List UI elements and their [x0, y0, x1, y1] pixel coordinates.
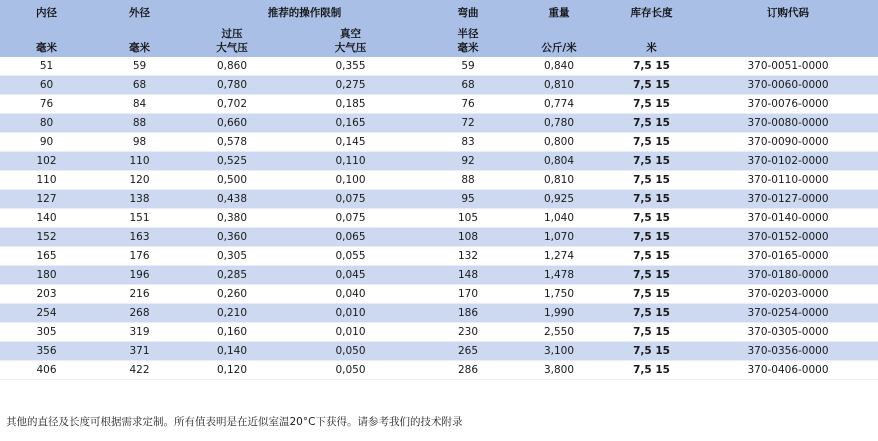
cell-vacuum: 0,010	[278, 323, 423, 342]
cell-order-code: 370-0127-0000	[698, 190, 878, 209]
cell-bend-radius: 88	[423, 171, 513, 190]
cell-vacuum: 0,065	[278, 228, 423, 247]
cell-inner-diameter: 60	[0, 76, 93, 95]
cell-bend-radius: 92	[423, 152, 513, 171]
cell-inner-diameter: 356	[0, 342, 93, 361]
cell-overpressure: 0,525	[186, 152, 278, 171]
table-row	[0, 190, 878, 209]
cell-overpressure: 0,702	[186, 95, 278, 114]
cell-overpressure: 0,140	[186, 342, 278, 361]
cell-bend-radius: 148	[423, 266, 513, 285]
cell-weight: 0,804	[513, 152, 605, 171]
cell-bend-radius: 72	[423, 114, 513, 133]
cell-order-code: 370-0080-0000	[698, 114, 878, 133]
cell-vacuum: 0,110	[278, 152, 423, 171]
cell-bend-radius: 68	[423, 76, 513, 95]
cell-stock-length: 7,5 15	[605, 342, 698, 361]
cell-inner-diameter: 254	[0, 304, 93, 323]
cell-stock-length: 7,5 15	[605, 152, 698, 171]
cell-inner-diameter: 51	[0, 57, 93, 76]
cell-weight: 3,800	[513, 361, 605, 380]
cell-overpressure: 0,285	[186, 266, 278, 285]
cell-inner-diameter: 203	[0, 285, 93, 304]
table-row	[0, 114, 878, 133]
header-bend-radius: 半径	[457, 27, 479, 40]
cell-stock-length: 7,5 15	[605, 285, 698, 304]
cell-bend-radius: 230	[423, 323, 513, 342]
cell-order-code: 370-0152-0000	[698, 228, 878, 247]
header-row-2	[0, 26, 878, 41]
cell-outer-diameter: 422	[93, 361, 186, 380]
cell-order-code: 370-0102-0000	[698, 152, 878, 171]
cell-inner-diameter: 127	[0, 190, 93, 209]
cell-weight: 1,040	[513, 209, 605, 228]
unit-outer-diameter: 毫米	[129, 42, 150, 54]
header-units-row	[0, 41, 878, 57]
cell-overpressure: 0,780	[186, 76, 278, 95]
cell-vacuum: 0,185	[278, 95, 423, 114]
cell-order-code: 370-0165-0000	[698, 247, 878, 266]
header-weight: 重量	[548, 7, 570, 19]
cell-order-code: 370-0060-0000	[698, 76, 878, 95]
table-header	[0, 0, 878, 57]
cell-weight: 1,478	[513, 266, 605, 285]
table-row	[0, 95, 878, 114]
cell-weight: 0,800	[513, 133, 605, 152]
cell-inner-diameter: 406	[0, 361, 93, 380]
cell-outer-diameter: 371	[93, 342, 186, 361]
cell-stock-length: 7,5 15	[605, 171, 698, 190]
cell-overpressure: 0,305	[186, 247, 278, 266]
cell-overpressure: 0,260	[186, 285, 278, 304]
cell-vacuum: 0,275	[278, 76, 423, 95]
cell-stock-length: 7,5 15	[605, 133, 698, 152]
cell-weight: 0,780	[513, 114, 605, 133]
cell-weight: 0,810	[513, 76, 605, 95]
cell-overpressure: 0,660	[186, 114, 278, 133]
header-bend: 弯曲	[457, 7, 479, 19]
table-row	[0, 209, 878, 228]
cell-order-code: 370-0140-0000	[698, 209, 878, 228]
cell-weight: 1,274	[513, 247, 605, 266]
table-row	[0, 76, 878, 95]
cell-weight: 0,925	[513, 190, 605, 209]
table-row	[0, 133, 878, 152]
cell-vacuum: 0,010	[278, 304, 423, 323]
cell-bend-radius: 170	[423, 285, 513, 304]
cell-vacuum: 0,050	[278, 361, 423, 380]
cell-inner-diameter: 305	[0, 323, 93, 342]
cell-stock-length: 7,5 15	[605, 228, 698, 247]
cell-bend-radius: 105	[423, 209, 513, 228]
cell-outer-diameter: 59	[93, 57, 186, 76]
cell-stock-length: 7,5 15	[605, 361, 698, 380]
cell-bend-radius: 132	[423, 247, 513, 266]
cell-vacuum: 0,165	[278, 114, 423, 133]
cell-order-code: 370-0305-0000	[698, 323, 878, 342]
cell-weight: 0,840	[513, 57, 605, 76]
cell-overpressure: 0,360	[186, 228, 278, 247]
cell-order-code: 370-0254-0000	[698, 304, 878, 323]
unit-overpressure: 大气压	[216, 42, 248, 54]
cell-order-code: 370-0356-0000	[698, 342, 878, 361]
cell-outer-diameter: 98	[93, 133, 186, 152]
cell-order-code: 370-0090-0000	[698, 133, 878, 152]
header-inner-diameter: 内径	[36, 7, 57, 19]
cell-outer-diameter: 196	[93, 266, 186, 285]
cell-inner-diameter: 80	[0, 114, 93, 133]
table-row	[0, 342, 878, 361]
cell-vacuum: 0,045	[278, 266, 423, 285]
table-row	[0, 228, 878, 247]
cell-order-code: 370-0406-0000	[698, 361, 878, 380]
cell-outer-diameter: 163	[93, 228, 186, 247]
cell-overpressure: 0,578	[186, 133, 278, 152]
cell-inner-diameter: 90	[0, 133, 93, 152]
cell-overpressure: 0,500	[186, 171, 278, 190]
cell-bend-radius: 76	[423, 95, 513, 114]
cell-weight: 1,990	[513, 304, 605, 323]
table-row	[0, 285, 878, 304]
cell-stock-length: 7,5 15	[605, 304, 698, 323]
unit-vacuum: 大气压	[334, 42, 367, 54]
cell-bend-radius: 265	[423, 342, 513, 361]
cell-stock-length: 7,5 15	[605, 266, 698, 285]
table-row	[0, 171, 878, 190]
cell-stock-length: 7,5 15	[605, 114, 698, 133]
cell-outer-diameter: 68	[93, 76, 186, 95]
cell-stock-length: 7,5 15	[605, 190, 698, 209]
header-row-1	[0, 0, 878, 26]
cell-vacuum: 0,355	[278, 57, 423, 76]
cell-overpressure: 0,380	[186, 209, 278, 228]
table-row	[0, 57, 878, 76]
cell-outer-diameter: 110	[93, 152, 186, 171]
cell-stock-length: 7,5 15	[605, 323, 698, 342]
cell-weight: 0,774	[513, 95, 605, 114]
cell-inner-diameter: 76	[0, 95, 93, 114]
table-row	[0, 152, 878, 171]
cell-stock-length: 7,5 15	[605, 247, 698, 266]
cell-outer-diameter: 216	[93, 285, 186, 304]
cell-vacuum: 0,075	[278, 190, 423, 209]
cell-inner-diameter: 102	[0, 152, 93, 171]
cell-outer-diameter: 120	[93, 171, 186, 190]
table-row	[0, 247, 878, 266]
cell-order-code: 370-0110-0000	[698, 171, 878, 190]
unit-weight: 公斤/米	[541, 42, 577, 54]
header-stock-length: 库存长度	[630, 7, 673, 19]
cell-weight: 1,750	[513, 285, 605, 304]
cell-order-code: 370-0180-0000	[698, 266, 878, 285]
cell-bend-radius: 83	[423, 133, 513, 152]
cell-weight: 3,100	[513, 342, 605, 361]
cell-bend-radius: 108	[423, 228, 513, 247]
cell-outer-diameter: 138	[93, 190, 186, 209]
table-body	[0, 57, 878, 380]
cell-weight: 1,070	[513, 228, 605, 247]
cell-bend-radius: 186	[423, 304, 513, 323]
table-row	[0, 304, 878, 323]
cell-vacuum: 0,050	[278, 342, 423, 361]
cell-stock-length: 7,5 15	[605, 76, 698, 95]
cell-stock-length: 7,5 15	[605, 95, 698, 114]
header-order-code: 订购代码	[767, 7, 809, 19]
cell-outer-diameter: 84	[93, 95, 186, 114]
header-overpressure: 过压	[221, 27, 243, 40]
cell-inner-diameter: 110	[0, 171, 93, 190]
cell-outer-diameter: 88	[93, 114, 186, 133]
cell-order-code: 370-0076-0000	[698, 95, 878, 114]
cell-overpressure: 0,860	[186, 57, 278, 76]
unit-stock-length: 米	[646, 42, 657, 54]
cell-outer-diameter: 319	[93, 323, 186, 342]
table-row	[0, 323, 878, 342]
footnote: 其他的直径及长度可根据需求定制。所有值表明是在近似室温20°C下获得。请参考我们的技术附录	[6, 416, 463, 428]
cell-overpressure: 0,438	[186, 190, 278, 209]
table-row	[0, 266, 878, 285]
cell-inner-diameter: 180	[0, 266, 93, 285]
cell-outer-diameter: 268	[93, 304, 186, 323]
cell-stock-length: 7,5 15	[605, 209, 698, 228]
header-vacuum: 真空	[340, 27, 361, 40]
unit-inner-diameter: 毫米	[36, 42, 57, 54]
cell-stock-length: 7,5 15	[605, 57, 698, 76]
cell-bend-radius: 95	[423, 190, 513, 209]
cell-bend-radius: 59	[423, 57, 513, 76]
header-outer-diameter: 外径	[129, 7, 150, 19]
cell-outer-diameter: 151	[93, 209, 186, 228]
cell-outer-diameter: 176	[93, 247, 186, 266]
cell-overpressure: 0,210	[186, 304, 278, 323]
cell-inner-diameter: 165	[0, 247, 93, 266]
cell-vacuum: 0,040	[278, 285, 423, 304]
cell-bend-radius: 286	[423, 361, 513, 380]
cell-vacuum: 0,055	[278, 247, 423, 266]
cell-overpressure: 0,120	[186, 361, 278, 380]
header-operating-limits: 推荐的操作限制	[267, 7, 342, 19]
table-row	[0, 361, 878, 380]
cell-weight: 2,550	[513, 323, 605, 342]
cell-order-code: 370-0203-0000	[698, 285, 878, 304]
cell-overpressure: 0,160	[186, 323, 278, 342]
unit-bend-radius: 毫米	[457, 42, 479, 54]
cell-inner-diameter: 152	[0, 228, 93, 247]
cell-inner-diameter: 140	[0, 209, 93, 228]
cell-order-code: 370-0051-0000	[698, 57, 878, 76]
cell-weight: 0,810	[513, 171, 605, 190]
cell-vacuum: 0,100	[278, 171, 423, 190]
cell-vacuum: 0,145	[278, 133, 423, 152]
cell-vacuum: 0,075	[278, 209, 423, 228]
